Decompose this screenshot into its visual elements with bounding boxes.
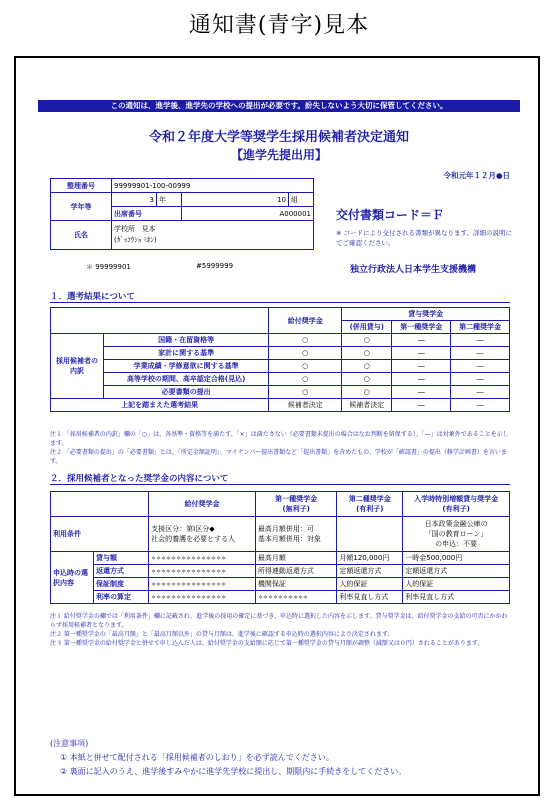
cell: ― [451,386,510,399]
school-name: 学校所 [114,225,135,233]
scholarship-content-table [50,491,510,604]
table-row [51,399,510,412]
col-taiyo: 貸与奨学金 [342,308,510,321]
col-kyugen: (併用貸与) [342,321,392,334]
row-label: 利率の算定 [94,591,149,604]
col-head: 給付奨学金 [149,492,256,517]
code-2: #5999999 [196,262,234,270]
cell: 最高月額 [255,552,337,565]
grade-unit: 年 [157,193,182,207]
table-row [51,347,510,360]
table-row [51,386,510,399]
col-head: 第二種奨学金 (有利子) [337,492,403,517]
cell: ― [451,347,510,360]
cell: ○ [342,334,392,347]
result-cell: 候補者決定 [269,399,342,412]
notes-2 [50,612,510,648]
footer-title: (注意事項) [50,739,89,748]
table-row [51,565,510,578]
attendance-label: 出席番号 [112,207,182,221]
table-row [51,360,510,373]
row-label: 学業成績・学修意欲に関する基準 [104,360,269,373]
cond-cell: 日本政策金融公庫の 「国の教育ローン」 の申込：不要 [403,517,510,552]
name-label: 氏名 [51,221,112,250]
reg-value: 99999901-100-00999 [112,179,314,193]
col-head: 入学時特別増額貸与奨学金 (有利子) [403,492,510,517]
note: 注２ 「必要書類の提出」の「必要書類」とは、「所定金額証明」、マイナンバー提出書類など「提出書類」を含めたもの、学校が「確認書」の提出（修学計画書）を言います。 [50,449,507,465]
class-unit: 組 [289,193,314,207]
document-title: 令和２年度大学等奨学生採用候補者決定通知 [148,130,409,145]
grade-value: 3 [112,193,157,207]
cell: ― [451,373,510,386]
cell: ― [392,373,451,386]
result-cell: ― [451,399,510,412]
cond-label: 利用条件 [51,517,149,552]
cell: 人的保証 [403,578,510,591]
document-code: 交付書類コード＝Ｆ [336,208,445,222]
group-label: 採用候補者の内訳 [51,334,104,399]
table-row [51,578,510,591]
col-dai2: 第二種奨学金 [451,321,510,334]
note: 注１ 給付奨学金の欄では「利用条件」欄に記載され、進学後の採用の確定に基づき、申込時に選択した内容を示します。貸与奨学金は、給付奨学金の支給の可否にかかわらず採用候補者となります。 [50,613,508,629]
cell: 一時金500,000円 [403,552,510,565]
reg-label: 整理番号 [51,179,112,193]
document-code-note: ※ コードにより交付される書類が異なります。詳細の説明にてご確認ください。 [336,229,512,247]
result-cell: 候補者決定 [342,399,392,412]
student-kana: (ｶﾞｯｺｳｼｮ ﾐﾎﾝ) [114,236,157,244]
selection-result-table [50,307,510,412]
row-label: 国籍・在留資格等 [104,334,269,347]
cell: ○ [342,386,392,399]
student-info-table [50,178,314,250]
organization-name: 独立行政法人日本学生支援機構 [350,265,477,275]
row-label: 家計に関する基準 [104,347,269,360]
cell: ― [451,334,510,347]
note: 注１ 「採用候補者の内訳」欄の「○」は、各基準・資格等を満たす、「×」は満たさない（必要書類未提出の場合はなお判断を留保する）、「―」は対象外であることを示します。 [50,431,509,447]
cell: ＊＊＊＊＊＊＊＊＊＊＊＊＊＊＊ [149,552,256,565]
notice-bar: この通知は、進学後、進学先の学校への提出が必要です。紛失しないよう大切に保管してください。 [38,100,520,112]
cell: 所得連動返還方式 [255,565,337,578]
section-2-heading: ２．採用候補者となった奨学金の内容について [50,474,229,484]
cell: ○ [269,334,342,347]
document-frame [14,56,540,796]
cell: ＊＊＊＊＊＊＊＊＊＊＊＊＊＊＊ [149,565,256,578]
group-label: 申込時の選択内容 [51,552,94,604]
section-1-heading: １．選考結果について [50,292,135,302]
cond-cell: 最高月額併用：可 基本月額併用：対象 [255,517,337,552]
row-label: 保証制度 [94,578,149,591]
cell: ― [392,360,451,373]
cell: 機関保証 [255,578,337,591]
grade-label: 学年等 [51,193,112,221]
row-label: 貸与額 [94,552,149,565]
note: 注３ 第一種奨学金の給付奨学金と併せて申し込んだ人は、給付奨学金の支給額に応じて第一種奨学金の貸与月額が調整（減額又は０円）されることがあります。 [50,640,484,647]
cell: 定額返還方式 [403,565,510,578]
col-head: 第一種奨学金 (無利子) [255,492,337,517]
section-1-rule [50,302,510,303]
cell: 人的保証 [337,578,403,591]
cell: ＊＊＊＊＊＊＊＊＊＊＊＊＊＊＊ [149,591,256,604]
attendance-value: A000001 [182,207,314,221]
section-2-rule [50,484,510,485]
cell: ○ [342,373,392,386]
table-row [51,552,510,565]
cell: ○ [269,360,342,373]
col-dai1: 第一種奨学金 [392,321,451,334]
cell: ○ [342,360,392,373]
cell: 月額120,000円 [337,552,403,565]
footer-item-1: ① 本紙と併せて配付される「採用候補者のしおり」を必ず読んでください。 [60,753,334,762]
cell: ○ [269,386,342,399]
student-name: 見本 [141,225,156,233]
cell: ＊＊＊＊＊＊＊＊＊＊ [255,591,337,604]
code-1: ＊ 99999901 [86,263,131,271]
document-subtitle: 【進学先提出用】 [230,148,327,162]
col-kyufu: 給付奨学金 [269,308,342,334]
cell: ○ [269,347,342,360]
cell: 利率見直し方式 [403,591,510,604]
row-label: 高等学校の期間、高卒認定合格(見込) [104,373,269,386]
result-cell: ― [392,399,451,412]
cond-cell: 支援区分：第Ⅰ区分◆ 社会的養護を必要とする人 [149,517,256,552]
cell: ― [392,347,451,360]
result-label: 上記を踏まえた選考結果 [51,399,269,412]
cond-cell [337,517,403,552]
class-value: 10 [182,193,289,207]
table-row [51,373,510,386]
cell: 定額返還方式 [337,565,403,578]
cell: ― [392,334,451,347]
cell: ― [392,386,451,399]
note: 注２ 第一種奨学金の「最高月額」と「最高月額以外」の貸与月額は、進学後に確認する申込時の選択内容により決定されます。 [50,631,394,638]
row-label: 必要書類の提出 [104,386,269,399]
cell: ― [451,360,510,373]
table-row [51,334,510,347]
row-label: 返還方式 [94,565,149,578]
notes-1 [50,430,510,466]
cell: ＊＊＊＊＊＊＊＊＊＊＊＊＊＊＊ [149,578,256,591]
issue-date: 令和元年１２月●日 [443,171,510,180]
table-row [51,591,510,604]
footer-item-2: ② 裏面に記入のうえ、進学後すみやかに進学先学校に提出し、期限内に手続きをしてください。 [60,767,407,776]
cell: 利率見直し方式 [337,591,403,604]
cell: ○ [342,347,392,360]
cell: ○ [269,373,342,386]
page-caption: 通知書(青字)見本 [188,13,370,38]
